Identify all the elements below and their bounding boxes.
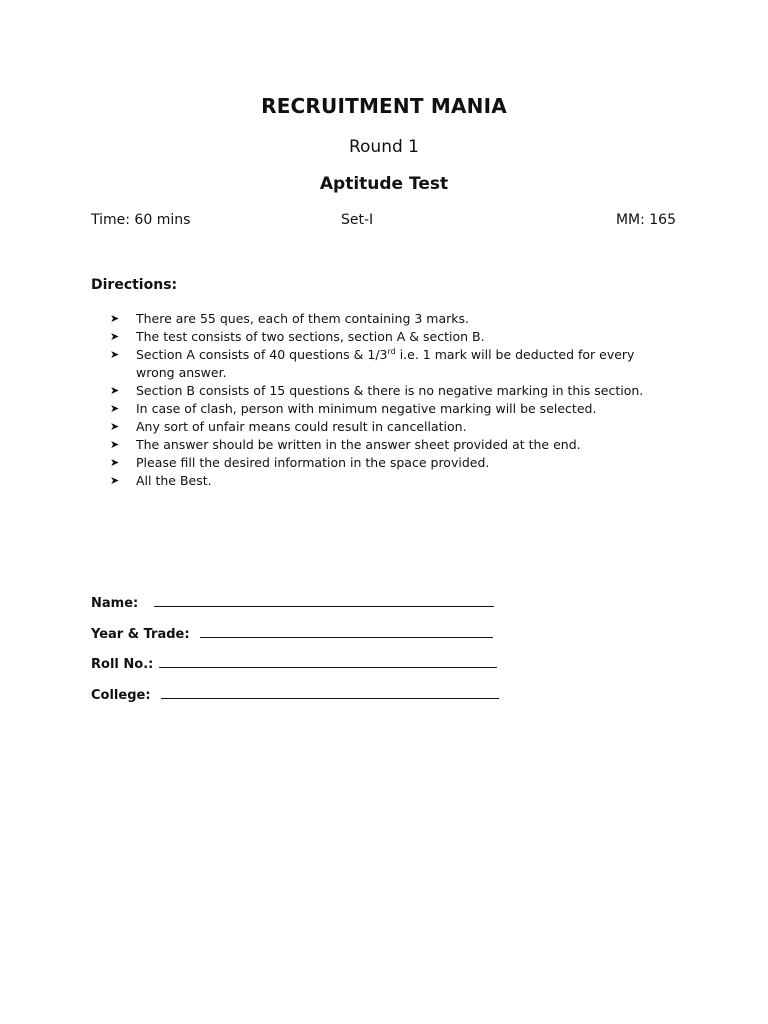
- roll-field-row: [91, 655, 497, 672]
- college-label: College:: [91, 688, 151, 703]
- arrow-bullet-icon: ➤: [110, 402, 120, 415]
- direction-text: Any sort of unfair means could result in cancellation.: [136, 419, 467, 434]
- list-item: [110, 472, 670, 490]
- name-label: Name:: [91, 596, 139, 611]
- direction-text: Section A consists of 40 questions & 1/3: [136, 347, 388, 362]
- list-item: [110, 436, 670, 454]
- name-blank[interactable]: [154, 594, 494, 607]
- time-limit: Time: 60 mins: [91, 212, 191, 228]
- list-item: [110, 346, 670, 382]
- list-item: [110, 400, 670, 418]
- directions-heading: Directions:: [91, 277, 178, 293]
- direction-text: There are 55 ques, each of them containing 3 marks.: [136, 311, 469, 326]
- arrow-bullet-icon: ➤: [110, 312, 120, 325]
- arrow-bullet-icon: ➤: [110, 456, 120, 469]
- year-trade-field-row: [91, 625, 493, 642]
- ordinal-suffix: rd: [387, 346, 396, 356]
- document-title: RECRUITMENT MANIA: [261, 94, 507, 118]
- round-label: Round 1: [348, 137, 419, 157]
- arrow-bullet-icon: ➤: [110, 438, 120, 451]
- direction-text: The answer should be written in the answer sheet provided at the end.: [136, 437, 581, 452]
- arrow-bullet-icon: ➤: [110, 330, 120, 343]
- arrow-bullet-icon: ➤: [110, 474, 120, 487]
- list-item: [110, 454, 670, 472]
- name-field-row: [91, 594, 494, 611]
- directions-list: [110, 310, 670, 490]
- direction-text-continued: i.e. 1 mark will be deducted for every wrong answer.: [136, 347, 635, 380]
- direction-text: Section B consists of 15 questions & there is no negative marking in this section.: [136, 383, 644, 398]
- list-item: [110, 310, 670, 328]
- list-item: [110, 328, 670, 346]
- roll-blank[interactable]: [159, 655, 497, 668]
- direction-text: All the Best.: [136, 473, 212, 488]
- direction-text: The test consists of two sections, section A & section B.: [136, 329, 485, 344]
- max-marks: MM: 165: [615, 212, 676, 228]
- direction-text: In case of clash, person with minimum negative marking will be selected.: [136, 401, 597, 416]
- direction-text: Please fill the desired information in the space provided.: [136, 455, 490, 470]
- arrow-bullet-icon: ➤: [110, 420, 120, 433]
- college-field-row: [91, 686, 499, 703]
- arrow-bullet-icon: ➤: [110, 348, 120, 361]
- arrow-bullet-icon: ➤: [110, 384, 120, 397]
- set-label: Set-I: [341, 212, 374, 228]
- test-name: Aptitude Test: [319, 174, 449, 194]
- list-item: [110, 382, 670, 400]
- roll-label: Roll No.:: [91, 657, 154, 672]
- college-blank[interactable]: [161, 686, 499, 699]
- year-trade-label: Year & Trade:: [91, 627, 190, 642]
- year-trade-blank[interactable]: [200, 625, 493, 638]
- list-item: [110, 418, 670, 436]
